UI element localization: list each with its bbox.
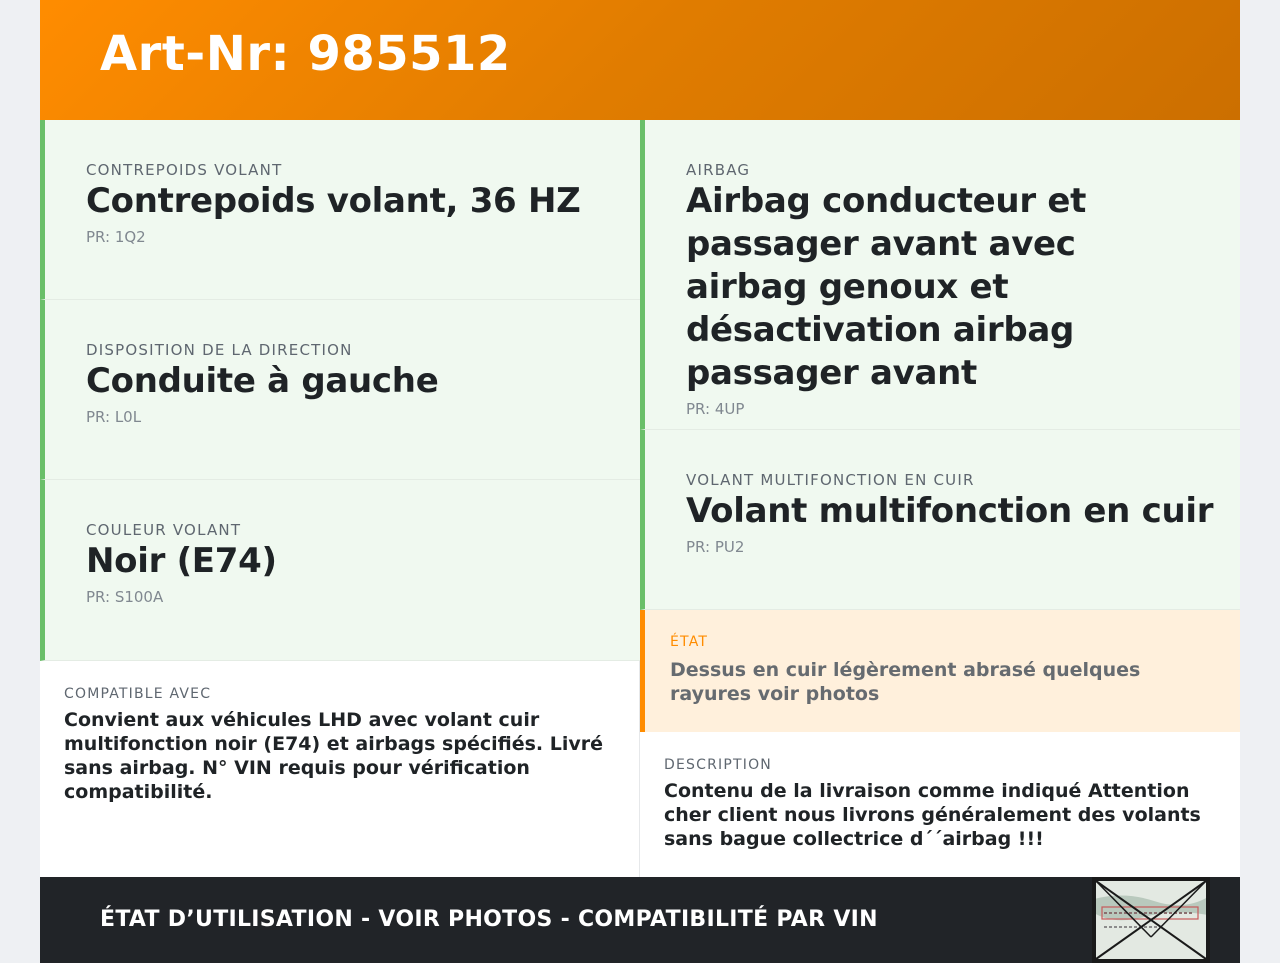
footer-text: ÉTAT D’UTILISATION - VOIR PHOTOS - COMPATIBILITÉ PAR VIN	[100, 907, 878, 932]
spec-value: Airbag conducteur et passager avant avec airbag genoux et désactivation airbag passager avant	[686, 181, 1087, 393]
spec-card-airbag	[640, 120, 1240, 430]
description-label: DESCRIPTION	[664, 757, 772, 773]
condition-panel	[640, 610, 1240, 732]
spec-card-wheel-color	[40, 480, 640, 661]
spec-category: COULEUR VOLANT	[86, 521, 242, 539]
spec-value: Noir (E74)	[86, 541, 277, 581]
description-text: Contenu de la livraison comme indiqué Attention cher client nous livrons généralement des volants sans bague collectrice d´´airbag !!!	[664, 780, 1201, 850]
condition-label: ÉTAT	[670, 634, 709, 650]
spec-value: Contrepoids volant, 36 HZ	[86, 181, 581, 221]
spec-pr-code: PR: 4UP	[686, 400, 745, 418]
label-photo-icon	[1092, 877, 1210, 963]
header-banner	[40, 0, 1240, 120]
compatibility-label: COMPATIBLE AVEC	[64, 686, 212, 702]
spec-card-counterweight	[40, 120, 640, 300]
compatibility-panel	[40, 661, 640, 877]
spec-value: Conduite à gauche	[86, 361, 439, 401]
spec-card-multifunction-wheel	[640, 430, 1240, 610]
compatibility-text: Convient aux véhicules LHD avec volant cuir multifonction noir (E74) et airbags spécifiés. Livré sans airbag. N° VIN requis pour vérification compatibilité.	[64, 709, 603, 803]
spec-pr-code: PR: PU2	[686, 538, 745, 556]
spec-category: CONTREPOIDS VOLANT	[86, 161, 283, 179]
spec-value: Volant multifonction en cuir	[686, 491, 1214, 531]
article-number-title: Art-Nr: 985512	[100, 26, 511, 82]
spec-card-steering	[40, 300, 640, 480]
condition-text: Dessus en cuir légèrement abrasé quelques rayures voir photos	[670, 659, 1141, 705]
spec-pr-code: PR: S100A	[86, 588, 164, 606]
spec-category: AIRBAG	[686, 161, 751, 179]
spec-pr-code: PR: L0L	[86, 408, 142, 426]
datasheet	[40, 0, 1240, 963]
description-panel	[640, 732, 1240, 877]
footer-bar	[40, 877, 1240, 963]
spec-pr-code: PR: 1Q2	[86, 228, 146, 246]
spec-category: DISPOSITION DE LA DIRECTION	[86, 341, 353, 359]
spec-category: VOLANT MULTIFONCTION EN CUIR	[686, 471, 975, 489]
